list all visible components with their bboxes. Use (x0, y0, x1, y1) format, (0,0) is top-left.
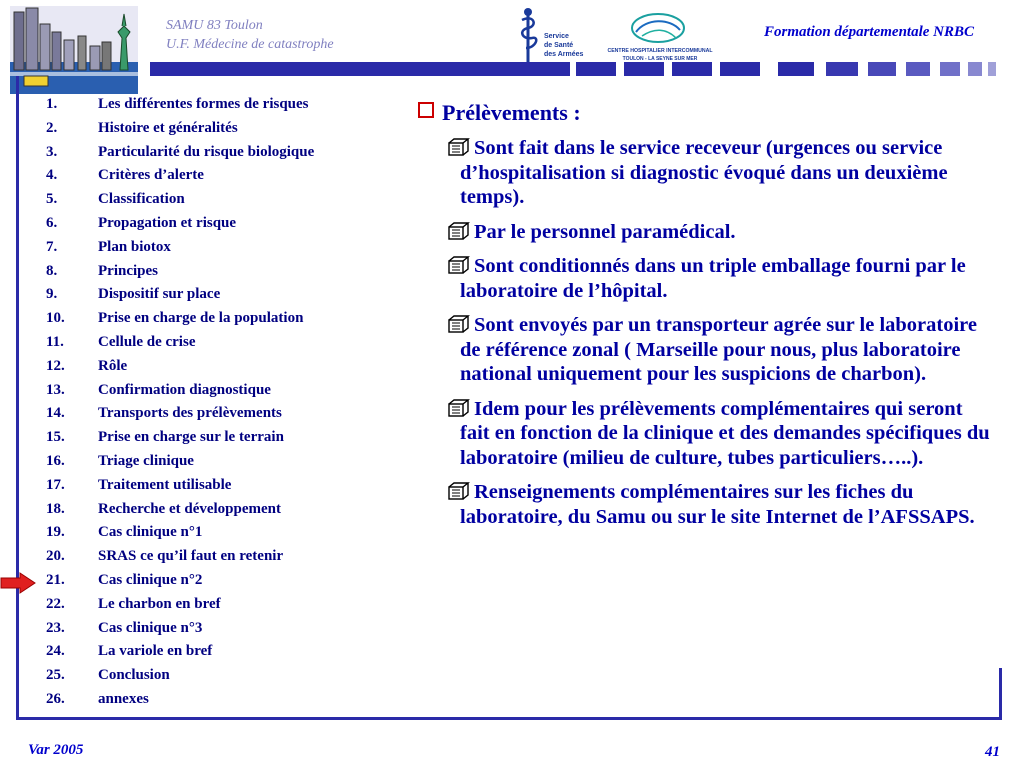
bullet-text: Idem pour les prélèvements complémentaires qui seront fait en fonction de la clinique et des demandes spécifiques du laboratoire (milieu de culture, tubes particuliers…..). (460, 397, 990, 469)
bullet-text: Par le personnel paramédical. (474, 220, 736, 243)
bullet-item (460, 313, 990, 387)
toc-item (46, 188, 391, 212)
slide-content (418, 98, 990, 539)
toc-item (46, 688, 391, 712)
toc-item-number: 12. (46, 357, 65, 374)
toc-item-label: Principes (98, 262, 158, 279)
org-line-1: SAMU 83 Toulon (166, 18, 263, 33)
toc-item (46, 593, 391, 617)
toc-item-label: Traitement utilisable (98, 476, 232, 493)
toc-item (46, 640, 391, 664)
right-border-line (999, 668, 1002, 720)
toc-item (46, 498, 391, 522)
toc-item (46, 450, 391, 474)
bullet-text: Sont fait dans le service receveur (urgences ou service d’hospitalisation si diagnostic évoqué dans un deuxième temps). (460, 137, 948, 208)
toc-item-number: 9. (46, 286, 58, 303)
toc-item-label: annexes (98, 690, 149, 707)
bullet-text: Renseignements complémentaires sur les fiches du laboratoire, du Samu ou sur le site Internet de l’AFSSAPS. (460, 481, 975, 528)
toc-item-label: Les différentes formes de risques (98, 96, 309, 112)
toc-item-number: 14. (46, 405, 65, 422)
toc-item-label: Critères d’alerte (98, 167, 204, 184)
toc-item (46, 545, 391, 569)
toc-item (46, 474, 391, 498)
toc-item (46, 164, 391, 188)
book-bullet-icon (448, 399, 470, 417)
toc-item-label: Triage clinique (98, 452, 194, 469)
book-bullet-icon (448, 256, 470, 274)
book-bullet-icon (448, 138, 470, 156)
city-skyline-logo (4, 2, 144, 100)
toc-item-label: Conclusion (98, 667, 170, 684)
organization-name (166, 16, 406, 54)
chi-logo-line-1: CENTRE HOSPITALIER INTERCOMMUNAL (607, 48, 713, 54)
bottom-border-line (16, 717, 1002, 720)
current-section-arrow-icon (0, 572, 36, 594)
toc-item (46, 93, 391, 117)
toc-item-label: Histoire et généralités (98, 119, 238, 136)
bullet-item (460, 136, 990, 210)
chi-logo-line-2: TOULON - LA SEYNE SUR MER (622, 56, 698, 62)
header-decorative-bar (150, 62, 1024, 76)
toc-item (46, 141, 391, 165)
toc-item-label: Particularité du risque biologique (98, 143, 315, 160)
presentation-title: Formation départementale NRBC (763, 24, 974, 40)
toc-item-number: 2. (46, 119, 58, 136)
toc-item-label: Classification (98, 191, 185, 208)
toc-item-label: Prise en charge de la population (98, 310, 304, 327)
toc-item-label: Prise en charge sur le terrain (98, 429, 284, 446)
bullet-item (460, 480, 990, 529)
bullet-text: Sont conditionnés dans un triple emballage fourni par le laboratoire de l’hôpital. (460, 255, 966, 302)
toc-item-number: 1. (46, 96, 58, 112)
bullet-list (418, 136, 990, 529)
toc-item-label: La variole en bref (98, 643, 213, 660)
toc-item-label: Confirmation diagnostique (98, 381, 271, 398)
toc-item-label: Cas clinique n°3 (98, 619, 203, 636)
toc-item-number: 23. (46, 619, 65, 636)
toc-item-label: Cas clinique n°2 (98, 571, 203, 588)
toc-item-number: 6. (46, 214, 58, 231)
toc-item (46, 426, 391, 450)
toc-item-number: 18. (46, 500, 65, 517)
toc-item-label: Rôle (98, 357, 128, 374)
toc-item-label: Propagation et risque (98, 214, 237, 231)
table-of-contents (46, 93, 391, 712)
toc-item-label: Dispositif sur place (98, 286, 221, 303)
footer-region-date: Var 2005 (28, 742, 84, 758)
section-heading-text: Prélèvements : (442, 100, 581, 125)
toc-item (46, 117, 391, 141)
toc-item-label: Transports des prélèvements (98, 405, 282, 422)
section-heading (418, 98, 978, 128)
toc-item (46, 402, 391, 426)
centre-hospitalier-logo (600, 10, 720, 64)
toc-item (46, 260, 391, 284)
toc-item-number: 11. (46, 333, 64, 350)
toc-item-label: Le charbon en bref (98, 595, 221, 612)
bullet-item (460, 397, 990, 471)
toc-item-number: 7. (46, 238, 58, 255)
org-line-2: U.F. Médecine de catastrophe (166, 37, 334, 52)
toc-item-number: 17. (46, 476, 65, 493)
ssa-logo-line-1: Service (544, 33, 569, 40)
toc-item-label: Plan biotox (98, 238, 171, 255)
toc-item-number: 22. (46, 595, 65, 612)
toc-item-number: 25. (46, 667, 65, 684)
bullet-item (460, 254, 990, 303)
toc-item-number: 5. (46, 191, 58, 208)
bullet-text: Sont envoyés par un transporteur agrée sur le laboratoire de référence zonal ( Marseille pour nous, plus laboratoire national uniquement pour les suspicions de charbon). (460, 314, 977, 385)
toc-item (46, 569, 391, 593)
toc-item-label: Recherche et développement (98, 500, 282, 517)
bullet-item (460, 220, 990, 245)
book-bullet-icon (448, 315, 470, 333)
toc-item (46, 331, 391, 355)
toc-item (46, 379, 391, 403)
toc-item-number: 13. (46, 381, 65, 398)
toc-item (46, 521, 391, 545)
toc-item (46, 212, 391, 236)
checkbox-bullet-icon (418, 102, 434, 118)
toc-item (46, 307, 391, 331)
book-bullet-icon (448, 222, 470, 240)
toc-item (46, 355, 391, 379)
toc-item (46, 617, 391, 641)
ssa-logo-line-2: de Santé (544, 42, 574, 49)
toc-item-number: 24. (46, 643, 65, 660)
service-sante-armees-logo (514, 6, 590, 66)
toc-item-number: 3. (46, 143, 58, 160)
ssa-logo-line-3: des Armées (544, 51, 584, 58)
toc-item-number: 10. (46, 310, 65, 327)
toc-item-number: 16. (46, 452, 65, 469)
toc-item (46, 236, 391, 260)
toc-item-label: Cas clinique n°1 (98, 524, 203, 541)
book-bullet-icon (448, 482, 470, 500)
toc-item-number: 8. (46, 262, 58, 279)
toc-item-label: SRAS ce qu’il faut en retenir (98, 548, 284, 565)
toc-item-number: 15. (46, 429, 65, 446)
toc-item-label: Cellule de crise (98, 333, 196, 350)
toc-item (46, 283, 391, 307)
toc-item-number: 26. (46, 690, 65, 707)
toc-item-number: 19. (46, 524, 65, 541)
toc-item-number: 21. (46, 571, 65, 588)
toc-item (46, 664, 391, 688)
toc-item-number: 20. (46, 548, 65, 565)
page-number: 41 (985, 744, 1000, 760)
toc-item-number: 4. (46, 167, 58, 184)
left-border-line (16, 76, 19, 720)
